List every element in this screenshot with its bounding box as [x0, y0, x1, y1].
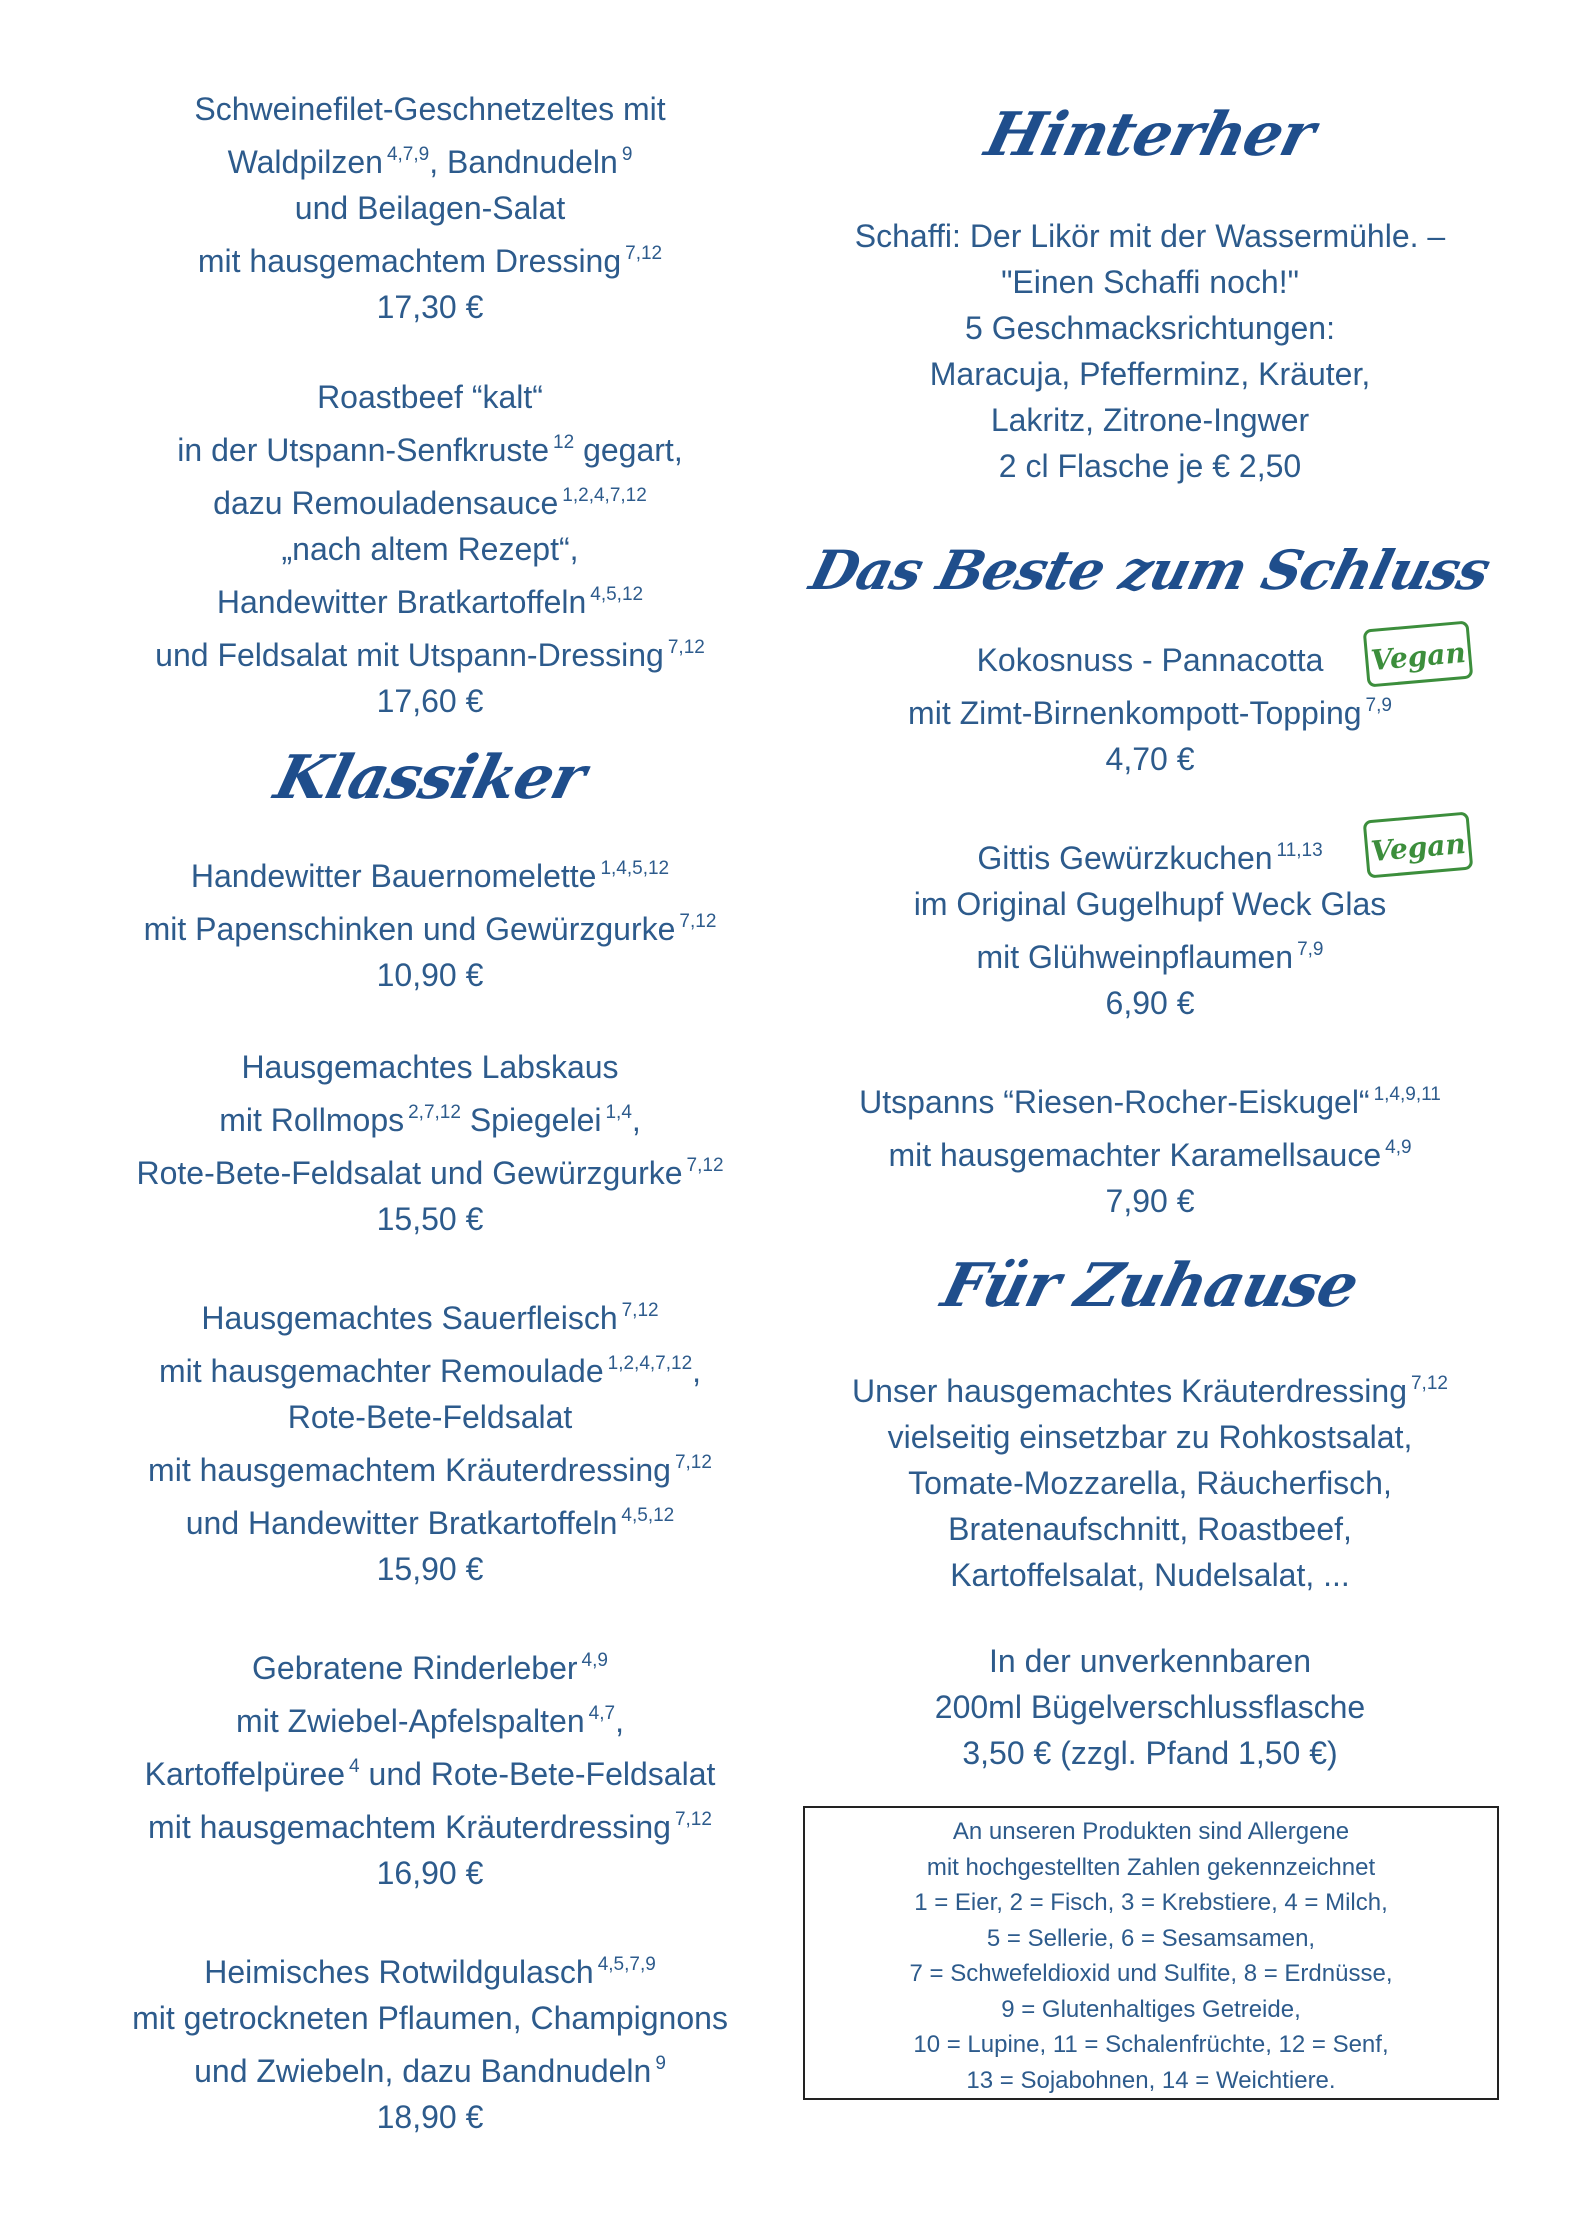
menu-line: [60, 1394, 800, 1440]
allergen-codes: 7,9: [1297, 939, 1324, 960]
menu-line: [800, 881, 1500, 927]
menu-line: [60, 284, 800, 330]
menu-item: [60, 1942, 800, 2140]
menu-item: [60, 846, 800, 998]
menu-line: [800, 1506, 1500, 1552]
menu-text: Handewitter Bratkartoffeln: [216, 584, 587, 620]
menu-text: 16,90 €: [376, 1855, 484, 1891]
menu-line: [800, 1125, 1500, 1178]
hinterher-text: [800, 213, 1500, 489]
menu-item: [800, 1361, 1500, 1598]
menu-text: Utspanns “Riesen-Rocher-Eiskugel“: [859, 1084, 1370, 1120]
menu-text: Schweinefilet-Geschnetzeltes mit: [194, 91, 666, 127]
allergen-line: 10 = Lupine, 11 = Schalenfrüchte, 12 = Senf,: [913, 2031, 1389, 2058]
allergen-codes: 7,12: [686, 1155, 724, 1176]
menu-text: 15,90 €: [376, 1551, 484, 1587]
menu-text: 18,90 €: [376, 2099, 484, 2135]
menu-text: Rote-Bete-Feldsalat und Gewürzgurke: [136, 1155, 683, 1191]
menu-text: Lakritz, Zitrone-Ingwer: [990, 402, 1310, 438]
allergen-line: mit hochgestellten Zahlen gekennzeichnet: [926, 1853, 1376, 1881]
menu-item: [800, 828, 1500, 1026]
menu-text: dazu Remouladensauce: [213, 485, 559, 521]
dessert-items: [800, 637, 1500, 1224]
menu-text: 7,90 €: [1105, 1183, 1195, 1219]
allergen-codes: 1,4,5,12: [600, 858, 670, 879]
zuhause-items: [800, 1361, 1500, 1776]
allergen-codes: 7,9: [1365, 695, 1392, 716]
menu-text: und Beilagen-Salat: [294, 190, 566, 226]
menu-line: [60, 86, 800, 132]
allergen-codes: 4: [349, 1756, 360, 1777]
menu-item: [60, 374, 800, 724]
menu-line: [800, 1414, 1500, 1460]
menu-line: [800, 736, 1500, 782]
menu-text: Kartoffelsalat, Nudelsalat, ...: [950, 1557, 1350, 1593]
menu-line: [60, 231, 800, 284]
menu-text: und Rote-Bete-Feldsalat: [359, 1756, 716, 1792]
allergen-codes: 4,5,12: [590, 584, 644, 605]
menu-item: [800, 1072, 1500, 1224]
menu-text: Gebratene Rinderleber: [252, 1650, 578, 1686]
allergen-line: 13 = Sojabohnen, 14 = Weichtiere.: [966, 2066, 1336, 2094]
menu-text: Maracuja, Pfefferminz, Kräuter,: [929, 356, 1371, 392]
menu-line: [60, 1440, 800, 1493]
menu-item: [60, 1044, 800, 1242]
menu-line: [60, 1744, 800, 1797]
allergen-codes: 11,13: [1276, 840, 1323, 861]
allergen-codes: 4,5,12: [621, 1505, 675, 1526]
menu-text: Unser hausgemachtes Kräuterdressing: [852, 1373, 1407, 1409]
allergen-codes: 1,4,9,11: [1373, 1084, 1441, 1105]
vegan-badge: Vegan: [1363, 811, 1474, 878]
menu-line: [800, 1460, 1500, 1506]
allergen-codes: 7,12: [625, 243, 663, 264]
menu-line: [60, 526, 800, 572]
menu-text: und Feldsalat mit Utspann-Dressing: [155, 637, 664, 673]
allergen-codes: 1,2,4,7,12: [562, 485, 647, 506]
menu-line: [800, 1684, 1500, 1730]
menu-text: Roastbeef “kalt“: [317, 379, 543, 415]
allergen-codes: 4,9: [1385, 1137, 1412, 1158]
menu-text: Handewitter Bauernomelette: [190, 858, 597, 894]
section-heading-dessert: Das Beste zum Schluss: [803, 538, 1497, 602]
menu-line: [800, 1552, 1500, 1598]
menu-text: Bratenaufschnitt, Roastbeef,: [948, 1511, 1352, 1547]
menu-line: [60, 132, 800, 185]
menu-line: [60, 625, 800, 678]
menu-line: [60, 1044, 800, 1090]
menu-text: 5 Geschmacksrichtungen:: [965, 310, 1335, 346]
allergen-codes: 9: [655, 2053, 666, 2074]
menu-line: [60, 2041, 800, 2094]
menu-text: Kokosnuss - Pannacotta: [976, 642, 1324, 678]
allergen-codes: 7,12: [674, 1809, 712, 1830]
menu-line: [800, 1730, 1500, 1776]
menu-item: [800, 1638, 1500, 1776]
menu-line: [800, 1072, 1500, 1125]
menu-line: [60, 846, 800, 899]
menu-text: gegart,: [574, 432, 683, 468]
menu-text: und Zwiebeln, dazu Bandnudeln: [194, 2053, 652, 2089]
menu-line: [800, 1361, 1500, 1414]
menu-item: [60, 1638, 800, 1896]
menu-text: 15,50 €: [376, 1201, 484, 1237]
menu-item: [60, 1288, 800, 1592]
menu-text: 10,90 €: [376, 957, 484, 993]
menu-text: „nach altem Rezept“,: [281, 531, 579, 567]
menu-text: 2 cl Flasche je € 2,50: [998, 448, 1302, 484]
menu-line: [800, 1638, 1500, 1684]
menu-text: 4,70 €: [1105, 741, 1195, 777]
menu-text: mit Glühweinpflaumen: [976, 939, 1294, 975]
menu-text: "Einen Schaffi noch!": [1001, 264, 1299, 300]
menu-line: [60, 1341, 800, 1394]
menu-text: und Handewitter Bratkartoffeln: [185, 1505, 618, 1541]
menu-text: 17,60 €: [376, 683, 484, 719]
menu-text: vielseitig einsetzbar zu Rohkostsalat,: [887, 1419, 1413, 1455]
menu-line: [60, 1850, 800, 1896]
allergen-line: 9 = Glutenhaltiges Getreide,: [1001, 1995, 1301, 2023]
menu-text: mit hausgemachter Remoulade: [158, 1353, 604, 1389]
menu-line: [60, 1493, 800, 1546]
allergen-line: 1 = Eier, 2 = Fisch, 3 = Krebstiere, 4 = Milch,: [914, 1889, 1388, 1916]
menu-line: [60, 185, 800, 231]
menu-text: mit Zimt-Birnenkompott-Topping: [908, 695, 1362, 731]
menu-text: , Bandnudeln: [429, 144, 618, 180]
menu-text: mit hausgemachtem Dressing: [197, 243, 622, 279]
menu-line: [60, 1797, 800, 1850]
allergen-codes: 9: [621, 144, 633, 165]
menu-line: [60, 374, 800, 420]
allergen-codes: 2,7,12: [408, 1102, 461, 1123]
menu-text: In der unverkennbaren: [989, 1643, 1311, 1679]
menu-line: [60, 952, 800, 998]
menu-item: [60, 86, 800, 330]
allergen-codes: 12: [553, 432, 575, 453]
klassiker-items: [60, 846, 800, 2140]
allergen-legend: [803, 1806, 1499, 2100]
allergen-codes: 1,2,4,7,12: [607, 1353, 693, 1374]
menu-text: in der Utspann-Senfkruste: [177, 432, 550, 468]
left-items: [60, 86, 800, 724]
menu-line: [800, 305, 1500, 351]
menu-line: [60, 2094, 800, 2140]
menu-text: 6,90 €: [1105, 985, 1195, 1021]
menu-line: [60, 1546, 800, 1592]
menu-text: mit hausgemachtem Kräuterdressing: [148, 1452, 671, 1488]
menu-text: ,: [692, 1353, 702, 1389]
allergen-codes: 7,12: [679, 911, 717, 932]
menu-item: [800, 637, 1500, 782]
menu-line: [800, 351, 1500, 397]
menu-line: [60, 572, 800, 625]
menu-text: Schaffi: Der Likör mit der Wassermühle. –: [854, 218, 1446, 254]
menu-text: im Original Gugelhupf Weck Glas: [913, 886, 1387, 922]
allergen-line: An unseren Produkten sind Allergene: [952, 1818, 1350, 1845]
menu-line: [800, 397, 1500, 443]
menu-line: [60, 420, 800, 473]
menu-line: [800, 927, 1500, 980]
menu-text: 3,50 € (zzgl. Pfand 1,50 €): [962, 1735, 1338, 1771]
vegan-badge: Vegan: [1363, 620, 1474, 687]
menu-text: mit Rollmops: [219, 1102, 405, 1138]
menu-text: mit getrockneten Pflaumen, Champignons: [132, 2000, 728, 2036]
allergen-codes: 4,9: [581, 1650, 608, 1671]
menu-line: [60, 678, 800, 724]
menu-text: 200ml Bügelverschlussflasche: [934, 1689, 1366, 1725]
menu-line: [60, 1942, 800, 1995]
menu-line: [60, 899, 800, 952]
allergen-line: 5 = Sellerie, 6 = Sesamsamen,: [986, 1924, 1316, 1952]
allergen-codes: 7,12: [1410, 1373, 1448, 1394]
menu-text: Waldpilzen: [227, 144, 383, 180]
menu-text: mit hausgemachter Karamellsauce: [888, 1137, 1382, 1173]
allergen-codes: 1,4: [605, 1102, 632, 1123]
allergen-codes: 7,12: [674, 1452, 712, 1473]
menu-line: [60, 1288, 800, 1341]
menu-line: [60, 1196, 800, 1242]
allergen-codes: 7,12: [621, 1300, 659, 1321]
menu-line: [800, 213, 1500, 259]
menu-line: [800, 443, 1500, 489]
menu-text: mit Papenschinken und Gewürzgurke: [143, 911, 676, 947]
allergen-line: 7 = Schwefeldioxid und Sulfite, 8 = Erdnüsse,: [909, 1960, 1393, 1987]
menu-line: [60, 1995, 800, 2041]
menu-line: [60, 1638, 800, 1691]
menu-text: Hausgemachtes Sauerfleisch: [201, 1300, 618, 1336]
menu-text: mit hausgemachtem Kräuterdressing: [148, 1809, 671, 1845]
section-heading-klassiker: Klassiker: [268, 743, 592, 813]
menu-line: [60, 473, 800, 526]
allergen-codes: 4,7: [588, 1703, 616, 1724]
menu-line: [800, 980, 1500, 1026]
menu-text: mit Zwiebel-Apfelspalten: [236, 1703, 585, 1739]
allergen-codes: 7,12: [667, 637, 705, 658]
allergen-codes: 4,5,7,9: [597, 1954, 656, 1975]
menu-text: Rote-Bete-Feldsalat: [287, 1399, 573, 1435]
menu-line: [800, 683, 1500, 736]
menu-text: 17,30 €: [376, 289, 484, 325]
section-heading-hinterher: Hinterher: [978, 100, 1322, 170]
menu-text: Spiegelei: [460, 1102, 602, 1138]
menu-text: Hausgemachtes Labskaus: [241, 1049, 619, 1085]
menu-line: [60, 1691, 800, 1744]
menu-text: Heimisches Rotwildgulasch: [204, 1954, 594, 1990]
menu-text: ,: [615, 1703, 624, 1739]
menu-line: [800, 259, 1500, 305]
menu-text: Kartoffelpüree: [144, 1756, 346, 1792]
allergen-codes: 4,7,9: [386, 144, 430, 165]
menu-text: ,: [631, 1102, 641, 1138]
section-heading-zuhause: Für Zuhause: [935, 1251, 1365, 1321]
menu-text: Tomate-Mozzarella, Räucherfisch,: [908, 1465, 1392, 1501]
menu-line: [800, 1178, 1500, 1224]
menu-line: [60, 1090, 800, 1143]
menu-text: Gittis Gewürzkuchen: [977, 840, 1273, 876]
menu-line: [60, 1143, 800, 1196]
